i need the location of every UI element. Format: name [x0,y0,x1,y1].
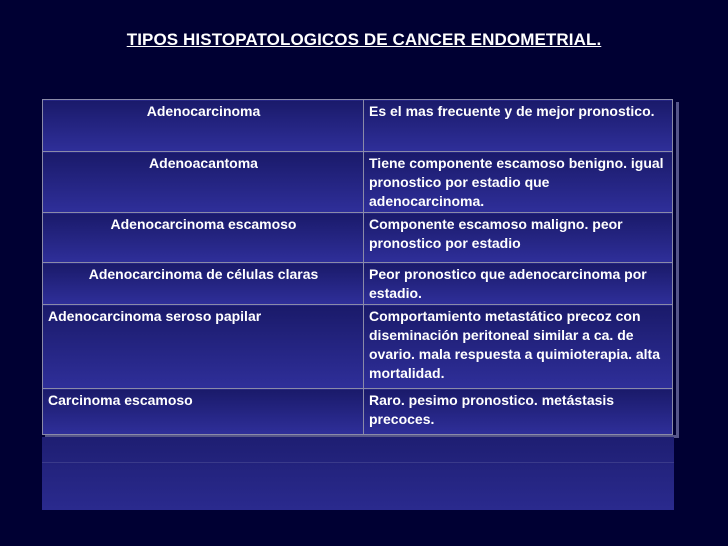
type-cell: Carcinoma escamoso [43,389,364,435]
table-row [43,263,673,305]
type-cell: Adenocarcinoma escamoso [43,213,364,263]
type-cell: Adenocarcinoma seroso papilar [43,305,364,389]
table-row [43,100,673,152]
type-cell: Adenoacantoma [43,152,364,213]
description-cell: Tiene componente escamoso benigno. igual pronostico por estadio que adenocarcinoma. [364,152,673,213]
table-row [43,152,673,213]
table-row [43,305,673,389]
divider [42,462,674,463]
description-cell: Comportamiento metastático precoz con diseminación peritoneal similar a ca. de ovario. mala respuesta a quimioterapia. alta mortalidad. [364,305,673,389]
description-cell: Es el mas frecuente y de mejor pronostico. [364,100,673,152]
table-footer-band [42,437,674,510]
description-cell: Peor pronostico que adenocarcinoma por estadio. [364,263,673,305]
description-cell: Raro. pesimo pronostico. metástasis precoces. [364,389,673,435]
histopathology-table [42,99,676,435]
table-row [43,213,673,263]
description-cell: Componente escamoso maligno. peor pronostico por estadio [364,213,673,263]
table-row [43,389,673,435]
slide-title: TIPOS HISTOPATOLOGICOS DE CANCER ENDOMETRIAL. [126,30,602,49]
type-cell: Adenocarcinoma de células claras [43,263,364,305]
type-cell: Adenocarcinoma [43,100,364,152]
